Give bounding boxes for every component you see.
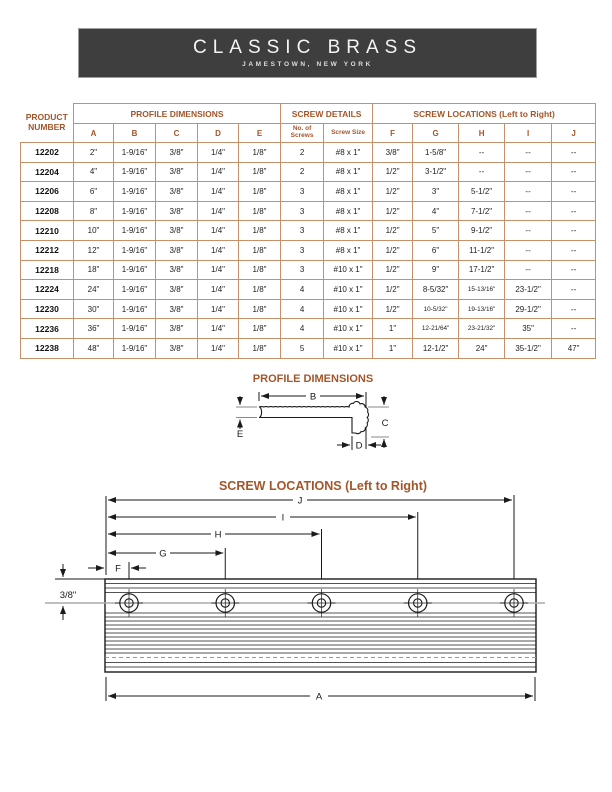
spec-cell: 1/4" <box>198 260 239 280</box>
header-col-i: I <box>505 124 552 143</box>
spec-cell: 1-9/16" <box>114 280 156 300</box>
table-row <box>21 143 596 163</box>
spec-cell: 3/8" <box>156 280 198 300</box>
spec-cell: 1/2" <box>373 221 413 241</box>
spec-cell: 1-9/16" <box>114 319 156 339</box>
spec-cell: 3/8" <box>373 143 413 163</box>
spec-cell: 1/8" <box>239 240 281 260</box>
spec-cell: #8 x 1" <box>324 143 373 163</box>
spec-cell: -- <box>459 143 505 163</box>
spec-cell: 1/2" <box>373 299 413 319</box>
spec-cell: #10 x 1" <box>324 338 373 358</box>
header-group-profile-dimensions: PROFILE DIMENSIONS <box>74 104 281 124</box>
spec-cell: 12-21/64" <box>413 319 459 339</box>
spec-cell: 3/8" <box>156 201 198 221</box>
spec-cell: #10 x 1" <box>324 260 373 280</box>
spec-cell: -- <box>552 143 596 163</box>
header-col-g: G <box>413 124 459 143</box>
profile-dim-b-label: B <box>309 391 317 403</box>
spec-cell: 3 <box>281 240 324 260</box>
spec-cell: #8 x 1" <box>324 162 373 182</box>
spec-cell: 24" <box>74 280 114 300</box>
brand-location: JAMESTOWN, NEW YORK <box>242 61 373 69</box>
spec-cell: -- <box>552 280 596 300</box>
spec-cell: 29-1/2" <box>505 299 552 319</box>
table-row <box>21 260 596 280</box>
product-number-cell: 12236 <box>21 319 74 339</box>
spec-cell: 1-9/16" <box>114 338 156 358</box>
spec-cell: -- <box>505 240 552 260</box>
spec-cell: 1-9/16" <box>114 260 156 280</box>
spec-cell: 30" <box>74 299 114 319</box>
spec-cell: 35-1/2" <box>505 338 552 358</box>
spec-cell: 24" <box>459 338 505 358</box>
screw-locations-diagram <box>40 492 552 710</box>
spec-cell: -- <box>552 182 596 202</box>
table-row <box>21 182 596 202</box>
spec-cell: 4 <box>281 299 324 319</box>
header-col-j: J <box>552 124 596 143</box>
spec-cell: 15-13/16" <box>459 280 505 300</box>
table-row <box>21 299 596 319</box>
spec-cell: 1/4" <box>198 240 239 260</box>
spec-cell: 3/8" <box>156 182 198 202</box>
spec-cell: 9-1/2" <box>459 221 505 241</box>
spec-cell: 1" <box>373 338 413 358</box>
profile-diagram-title: PROFILE DIMENSIONS <box>252 373 374 385</box>
header-col-screw-size: Screw Size <box>324 124 373 143</box>
spec-cell: 1/4" <box>198 319 239 339</box>
table-row <box>21 221 596 241</box>
header-col-h: H <box>459 124 505 143</box>
spec-cell: 1/4" <box>198 299 239 319</box>
spec-cell: 1/8" <box>239 299 281 319</box>
spec-table-container <box>20 103 596 359</box>
spec-cell: 1/4" <box>198 162 239 182</box>
brand-name: CLASSIC BRASS <box>193 36 422 58</box>
header-col-b: B <box>114 124 156 143</box>
spec-cell: 1/8" <box>239 162 281 182</box>
spec-cell: 3" <box>413 182 459 202</box>
spec-cell: 4 <box>281 319 324 339</box>
spec-cell: 1" <box>373 319 413 339</box>
spec-cell: 19-13/16" <box>459 299 505 319</box>
spec-cell: 3/8" <box>156 338 198 358</box>
product-number-cell: 12210 <box>21 221 74 241</box>
spec-cell: 3/8" <box>156 221 198 241</box>
spec-cell: 1/2" <box>373 201 413 221</box>
spec-cell: 1/8" <box>239 182 281 202</box>
product-number-cell: 12230 <box>21 299 74 319</box>
spec-cell: -- <box>459 162 505 182</box>
spec-cell: 1/8" <box>239 280 281 300</box>
spec-table-body <box>21 143 596 359</box>
spec-cell: 3/8" <box>156 162 198 182</box>
spec-cell: #10 x 1" <box>324 299 373 319</box>
product-number-cell: 12204 <box>21 162 74 182</box>
table-row <box>21 162 596 182</box>
screw-dim-i-label: I <box>281 512 285 524</box>
spec-cell: 3 <box>281 260 324 280</box>
spec-cell: #8 x 1" <box>324 240 373 260</box>
spec-cell: #10 x 1" <box>324 319 373 339</box>
spec-cell: 1/2" <box>373 182 413 202</box>
spec-cell: 3/8" <box>156 143 198 163</box>
spec-cell: 3 <box>281 221 324 241</box>
spec-cell: 1/4" <box>198 201 239 221</box>
header-col-a: A <box>74 124 114 143</box>
table-row <box>21 201 596 221</box>
spec-cell: -- <box>505 143 552 163</box>
spec-cell: -- <box>505 221 552 241</box>
spec-cell: 1/8" <box>239 319 281 339</box>
screw-offset-label: 3/8" <box>59 590 77 601</box>
brand-logo <box>78 28 537 78</box>
product-number-cell: 12218 <box>21 260 74 280</box>
spec-cell: -- <box>505 201 552 221</box>
header-col-e: E <box>239 124 281 143</box>
screw-dim-h-label: H <box>214 529 222 541</box>
spec-cell: 12-1/2" <box>413 338 459 358</box>
spec-cell: 8-5/32" <box>413 280 459 300</box>
spec-cell: 23-21/32" <box>459 319 505 339</box>
spec-cell: 4" <box>413 201 459 221</box>
screw-diagram-title: SCREW LOCATIONS (Left to Right) <box>218 479 428 493</box>
spec-cell: 2 <box>281 162 324 182</box>
spec-cell: 1/2" <box>373 240 413 260</box>
spec-cell: 1-9/16" <box>114 201 156 221</box>
spec-cell: 3/8" <box>156 260 198 280</box>
spec-cell: 2 <box>281 143 324 163</box>
spec-cell: 47" <box>552 338 596 358</box>
spec-cell: 48" <box>74 338 114 358</box>
product-number-cell: 12238 <box>21 338 74 358</box>
spec-cell: -- <box>505 182 552 202</box>
spec-cell: 1/2" <box>373 280 413 300</box>
profile-dim-c-label: C <box>381 418 389 429</box>
table-row <box>21 280 596 300</box>
screw-dim-j-label: J <box>297 495 303 507</box>
spec-cell: 18" <box>74 260 114 280</box>
spec-cell: 3/8" <box>156 299 198 319</box>
profile-dimensions-diagram <box>234 390 394 460</box>
profile-dim-d-label: D <box>355 440 363 452</box>
product-number-cell: 12212 <box>21 240 74 260</box>
table-row <box>21 240 596 260</box>
spec-cell: 12" <box>74 240 114 260</box>
molding-profile-shape <box>259 402 369 434</box>
spec-cell: 7-1/2" <box>459 201 505 221</box>
spec-cell: 4" <box>74 162 114 182</box>
spec-cell: 1/2" <box>373 260 413 280</box>
spec-cell: 6" <box>413 240 459 260</box>
spec-cell: -- <box>552 240 596 260</box>
spec-cell: -- <box>505 260 552 280</box>
spec-cell: 10-5/32" <box>413 299 459 319</box>
spec-cell: 23-1/2" <box>505 280 552 300</box>
spec-cell: 3 <box>281 201 324 221</box>
spec-cell: -- <box>552 319 596 339</box>
spec-cell: 8" <box>74 201 114 221</box>
spec-cell: #8 x 1" <box>324 201 373 221</box>
spec-cell: -- <box>505 162 552 182</box>
spec-cell: 3 <box>281 182 324 202</box>
spec-cell: 1/8" <box>239 260 281 280</box>
spec-cell: 6" <box>74 182 114 202</box>
screw-dim-g-label: G <box>159 548 167 560</box>
product-number-cell: 12202 <box>21 143 74 163</box>
spec-cell: -- <box>552 162 596 182</box>
header-group-screw-details: SCREW DETAILS <box>281 104 373 124</box>
product-number-cell: 12206 <box>21 182 74 202</box>
spec-cell: 1-9/16" <box>114 299 156 319</box>
spec-cell: 3/8" <box>156 240 198 260</box>
spec-cell: 1/8" <box>239 201 281 221</box>
spec-cell: -- <box>552 299 596 319</box>
header-col-no-of-screws: No. of Screws <box>281 124 324 143</box>
spec-cell: 2" <box>74 143 114 163</box>
spec-cell: 1/4" <box>198 143 239 163</box>
screw-dim-a-label: A <box>315 691 323 703</box>
spec-cell: 3/8" <box>156 319 198 339</box>
spec-cell: 1/8" <box>239 338 281 358</box>
table-row <box>21 338 596 358</box>
spec-cell: 5-1/2" <box>459 182 505 202</box>
spec-cell: 1-9/16" <box>114 143 156 163</box>
spec-cell: 1-9/16" <box>114 182 156 202</box>
spec-cell: 17-1/2" <box>459 260 505 280</box>
header-col-f: F <box>373 124 413 143</box>
spec-cell: #10 x 1" <box>324 280 373 300</box>
header-col-d: D <box>198 124 239 143</box>
spec-cell: 1/4" <box>198 221 239 241</box>
spec-cell: 1/8" <box>239 221 281 241</box>
product-number-cell: 12208 <box>21 201 74 221</box>
spec-cell: 1-9/16" <box>114 240 156 260</box>
screw-dim-f-label: F <box>115 563 121 575</box>
spec-cell: 1/8" <box>239 143 281 163</box>
spec-cell: -- <box>552 260 596 280</box>
spec-cell: 9" <box>413 260 459 280</box>
spec-table <box>20 103 596 359</box>
spec-cell: 35" <box>505 319 552 339</box>
spec-cell: 3-1/2" <box>413 162 459 182</box>
spec-cell: 10" <box>74 221 114 241</box>
table-row <box>21 319 596 339</box>
spec-cell: 1-5/8" <box>413 143 459 163</box>
spec-cell: 1/4" <box>198 182 239 202</box>
spec-table-head <box>21 104 596 143</box>
spec-cell: 1-9/16" <box>114 162 156 182</box>
spec-cell: #8 x 1" <box>324 221 373 241</box>
spec-cell: 5 <box>281 338 324 358</box>
product-number-cell: 12224 <box>21 280 74 300</box>
profile-dim-e-label: E <box>236 429 244 440</box>
spec-cell: 1-9/16" <box>114 221 156 241</box>
spec-cell: -- <box>552 201 596 221</box>
spec-cell: 1/4" <box>198 280 239 300</box>
spec-cell: 11-1/2" <box>459 240 505 260</box>
header-product-number: PRODUCT NUMBER <box>21 104 74 143</box>
header-group-screw-locations: SCREW LOCATIONS (Left to Right) <box>373 104 596 124</box>
spec-cell: 4 <box>281 280 324 300</box>
spec-cell: #8 x 1" <box>324 182 373 202</box>
spec-cell: -- <box>552 221 596 241</box>
spec-cell: 36" <box>74 319 114 339</box>
header-col-c: C <box>156 124 198 143</box>
spec-cell: 5" <box>413 221 459 241</box>
spec-cell: 1/2" <box>373 162 413 182</box>
spec-cell: 1/4" <box>198 338 239 358</box>
